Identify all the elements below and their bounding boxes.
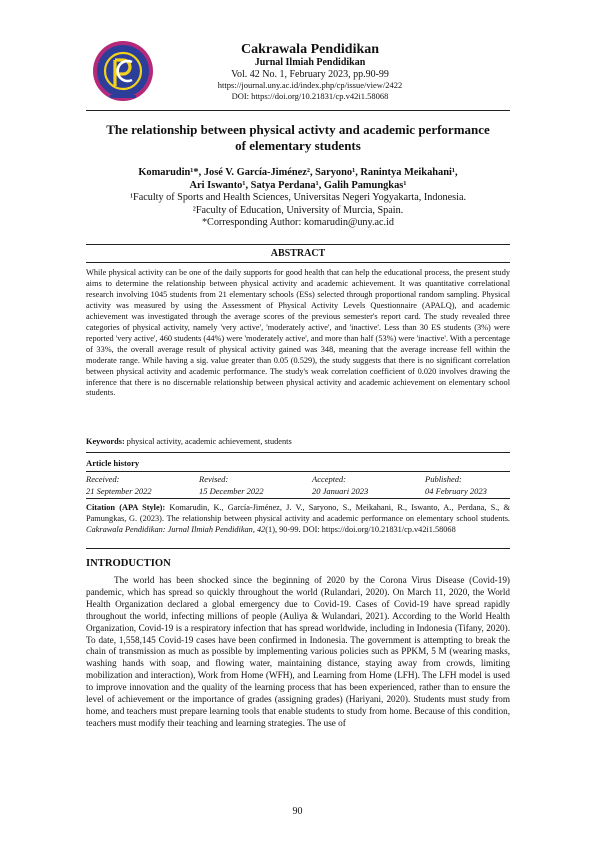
history-revised — [199, 474, 264, 497]
history-item-date: 15 December 2022 — [199, 485, 264, 496]
article-title-line: of elementary students — [235, 138, 361, 153]
history-item-date: 21 September 2022 — [86, 485, 152, 496]
journal-volume: Vol. 42 No. 1, February 2023, pp.90-99 — [231, 69, 389, 80]
citation-pages-doi[interactable]: (1), 90-99. DOI: https://doi.org/10.21831/cp.v42i1.58068 — [265, 525, 456, 534]
history-item-label: Accepted: — [312, 474, 346, 484]
citation-top-rule — [86, 498, 510, 499]
author-list — [86, 166, 510, 192]
abstract-heading: ABSTRACT — [270, 248, 326, 259]
history-item-label: Revised: — [199, 474, 229, 484]
journal-title: Cakrawala Pendidikan — [240, 42, 380, 57]
journal-doi[interactable]: DOI: https://doi.org/10.21831/cp.v42i1.58068 — [231, 90, 389, 101]
citation-bottom-rule — [86, 548, 510, 549]
history-item-label: Published: — [425, 474, 462, 484]
journal-subtitle: Jurnal Ilmiah Pendidikan — [254, 57, 366, 68]
header-rule — [86, 110, 510, 111]
citation-journal: Cakrawala Pendidikan: Jurnal Ilmiah Pendidikan — [86, 525, 253, 534]
keywords — [86, 437, 510, 446]
author-line: Ari Iswanto¹, Satya Perdana¹, Galih Pamungkas¹ — [189, 180, 407, 191]
introduction-heading: INTRODUCTION — [86, 558, 171, 569]
history-accepted — [312, 474, 368, 497]
history-item-label: Received: — [86, 474, 120, 484]
history-label-rule — [86, 471, 510, 472]
citation-text: Komarudin, K., García-Jiménez, J. V., Saryono, S., Meikahani, R., Iswanto, A., Perdana, S., & Pamungkas, G. (2023). The relationship between physical activity and academic performance on elementary school students. — [86, 503, 511, 523]
abstract-text: While physical activity can be one of the daily supports for good health that can help the educational process, the present study aims to determine the relationship between physical activity and academic achievement. It was quantitative correlational research involving 1045 students from 21 elementary schools (ESs) selected through proportional random sampling. Physical activity was measured by using the Assessment of Physical Activity Levels Questionnaire (APALQ), and academic achievement was investigated through the average scores of the previous semester's report card. The study revealed three categories of physical activity, namely 'very active', 'moderately active', and 'inactive'. Less than 30 ES students (3%) were reported 'very active', 460 students (44%) were 'moderately active', and more than half (53%) were 'inactive'. With a percentage of 33%, the overall average result of physical activity gained was 348, meaning that the average increase fell within the moderate range. While having a sig. value greater than 0.05 (0.529), the study suggests that there is no significant correlation between physical activity and academic performance. The study's weak correlation coefficient of 0.020 involves drawing the inference that there is no discernable relationship between physical activity and academic achievement on elementary school students. — [86, 268, 510, 398]
author-line: Komarudin¹*, José V. García-Jiménez², Saryono¹, Ranintya Meikahani¹, — [138, 167, 458, 178]
abstract-heading-rule — [86, 262, 510, 263]
affiliations — [86, 192, 510, 230]
keywords-text: physical activity, academic achievement, students — [126, 437, 292, 446]
citation-volume: 42 — [257, 525, 266, 534]
history-received — [86, 474, 152, 497]
history-published — [425, 474, 487, 497]
abstract-top-rule — [86, 244, 510, 245]
page-number: 90 — [292, 806, 303, 817]
keywords-label: Keywords: — [86, 437, 125, 446]
history-item-date: 20 Januari 2023 — [312, 485, 369, 496]
introduction-text: The world has been shocked since the beginning of 2020 by the Corona Virus Disease (Covid-19) pandemic, which has spread so quickly throughout the world (Rulandari, 2020). On March 11, 2020, the World Health Organization declared a global emergency due to Covid-19. Cases of Covid-19 have spread rapidly throughout the world, infecting millions of people (Auliya & Wulandari, 2021). According to the World Health Organization, Covid-19 is a respiratory infection that has spread worldwide, including in Indonesia (Tifany, 2020). To date, 1,558,145 Covid-19 cases have been confirmed in Indonesia. The government is attempting to break the chain of transmission as much as possible by implementing various policies such as PPKM, 5 M (wearing masks, washing hands with soap, and flowing water, maintaining distance, staying away from crowds, limiting mobilization and interaction), Work from Home (WFH), and Learning from Home (LFH). The LFH model is used to improve innovation and the quality of the learning process that has been experienced, rather than to ensure the level of achievement or the importance of grades (assigning grades) (Hariyani, 2020). Students must study from home, and teachers must prepare learning tools that enable students to study from home. Because of this condition, teachers must modify their teaching and learning strategies. The use of — [86, 575, 510, 728]
journal-logo-icon — [92, 40, 154, 102]
journal-header — [160, 42, 460, 101]
citation — [86, 502, 510, 535]
article-title — [86, 122, 510, 154]
corresponding-author[interactable]: *Corresponding Author: komarudin@uny.ac.id — [201, 217, 395, 228]
article-title-line: The relationship between physical activty and academic performance — [106, 122, 490, 137]
affiliation-1: ¹Faculty of Sports and Health Sciences, Universitas Negeri Yogyakarta, Indonesia. — [129, 192, 467, 203]
history-top-rule — [86, 452, 510, 453]
history-item-date: 04 February 2023 — [425, 485, 487, 496]
affiliation-2: ²Faculty of Education, University of Murcia, Spain. — [192, 204, 404, 216]
journal-url[interactable]: https://journal.uny.ac.id/index.php/cp/issue/view/2422 — [217, 80, 403, 90]
citation-separator: , — [252, 525, 255, 534]
article-history-label: Article history — [86, 458, 140, 468]
citation-label: Citation (APA Style): — [86, 503, 166, 512]
